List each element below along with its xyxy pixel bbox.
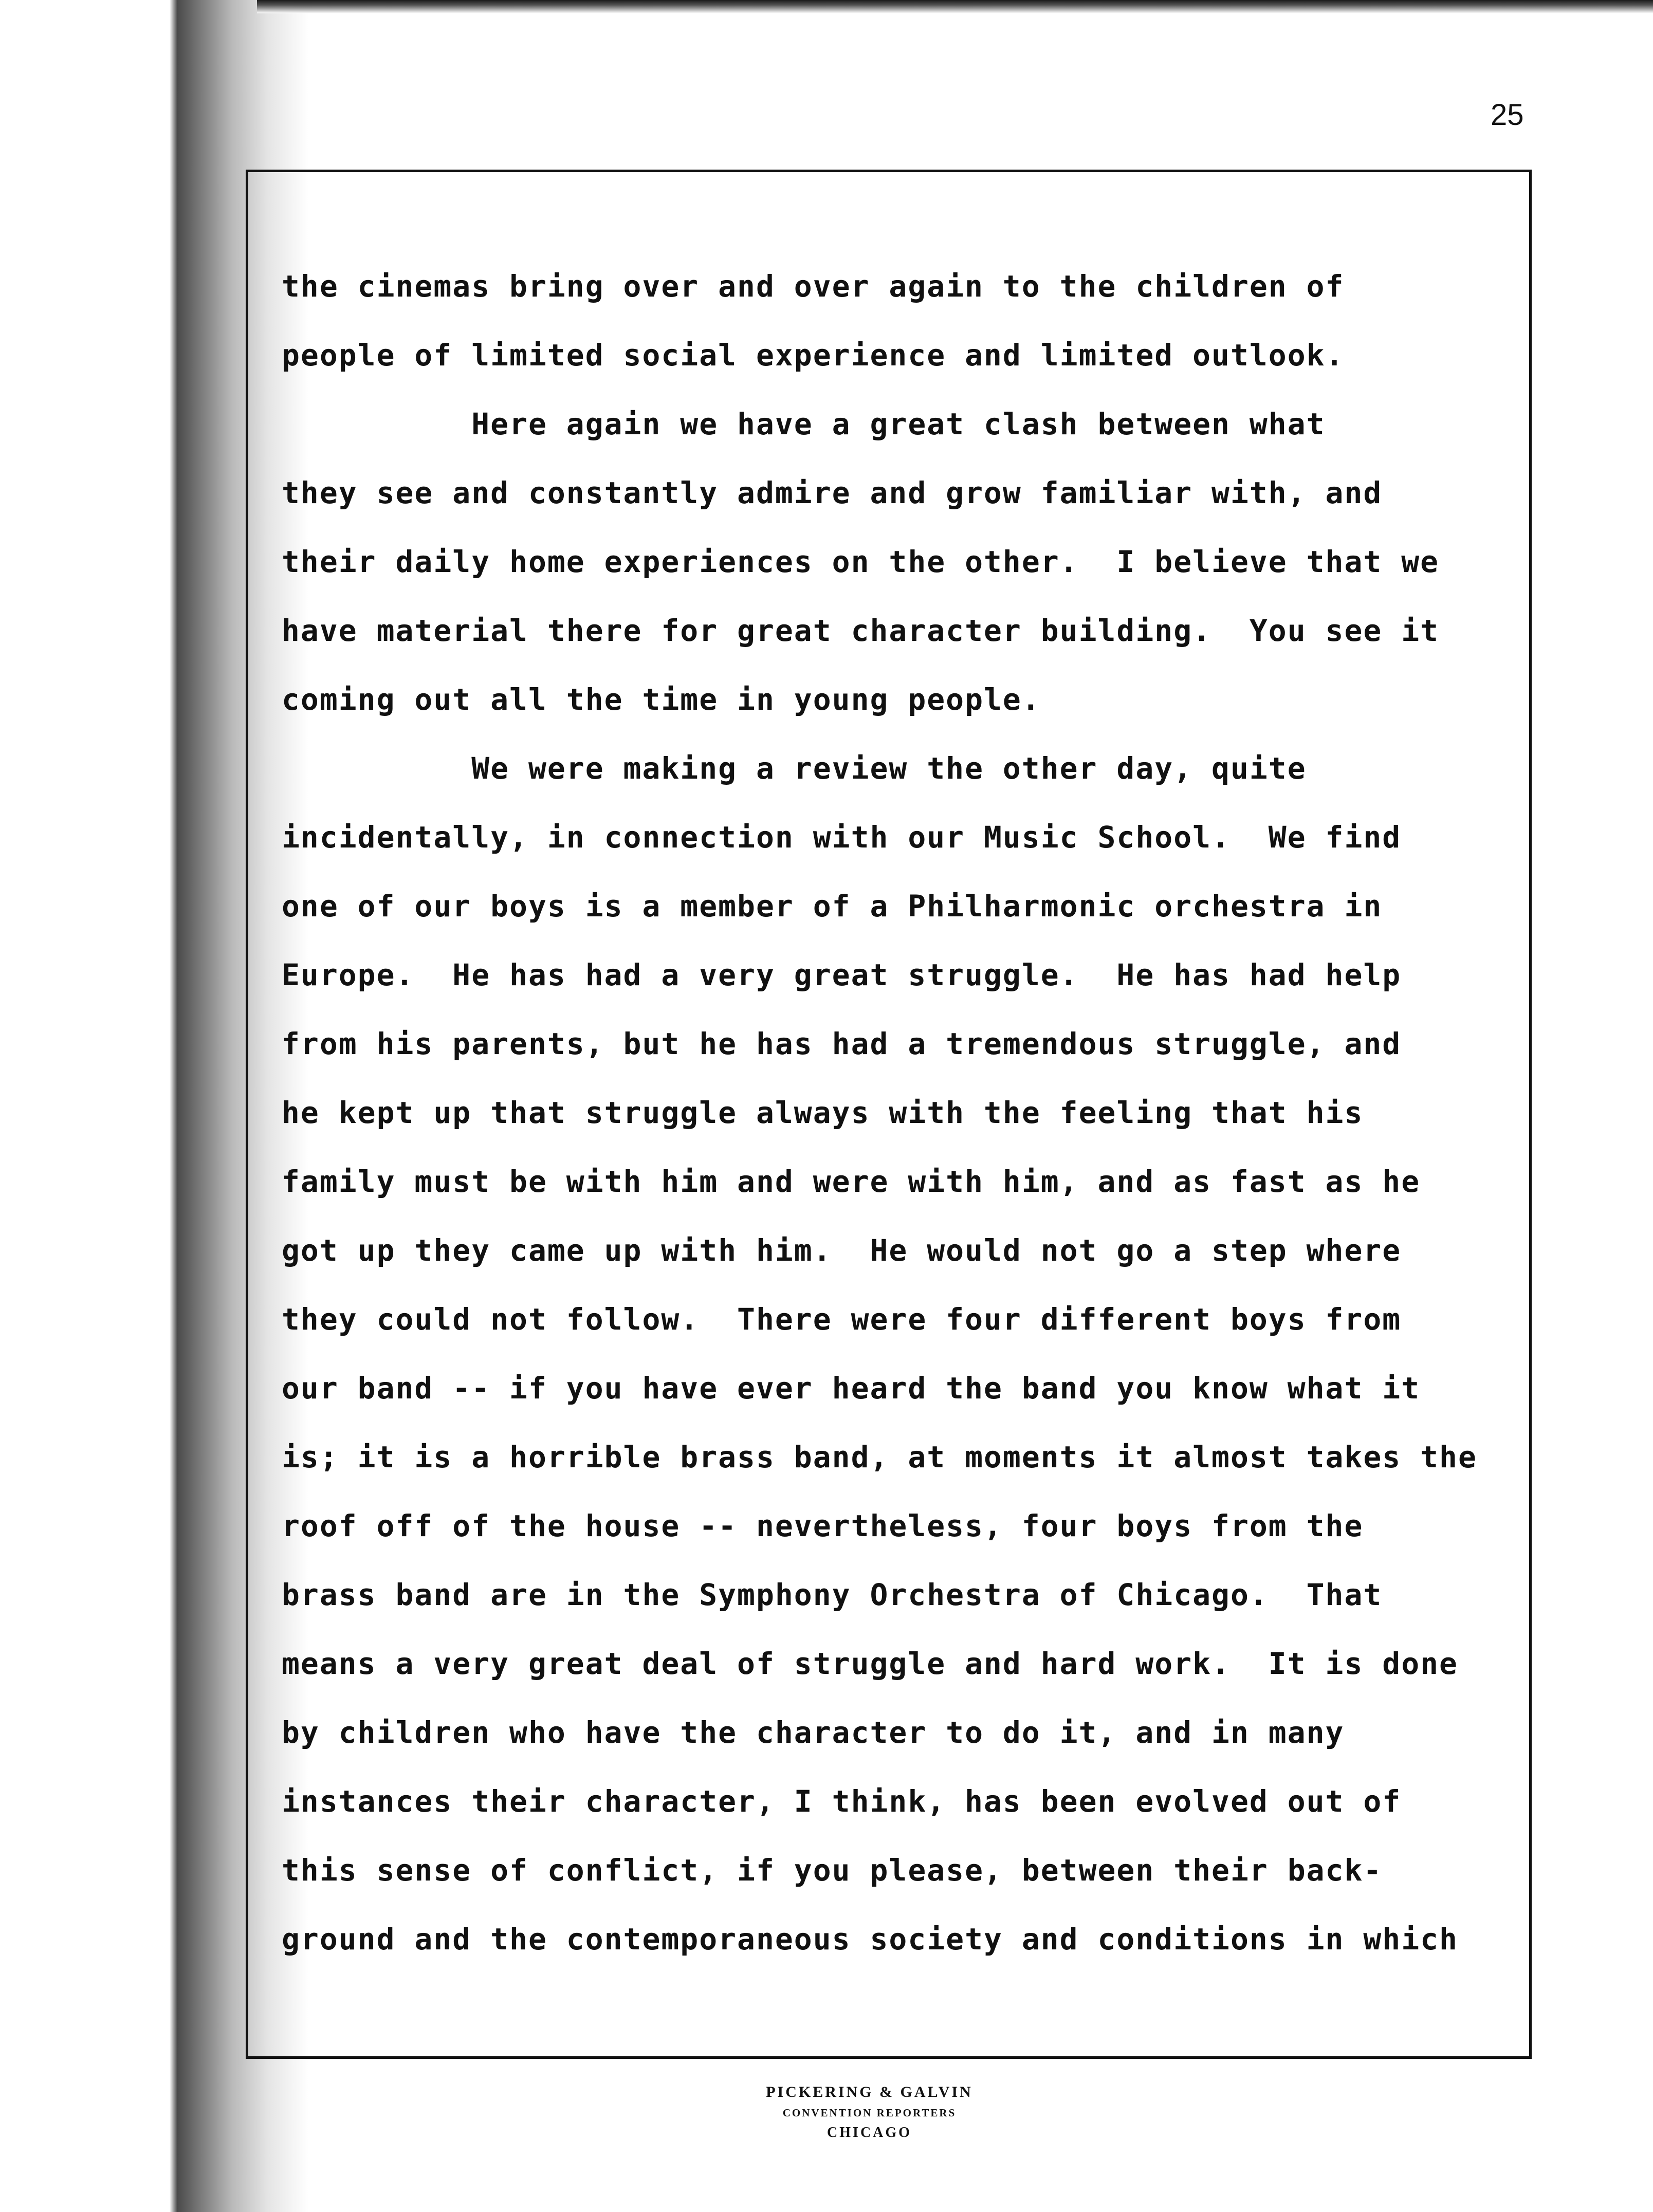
text-line: their daily home experiences on the other. I believe that we xyxy=(282,544,1440,579)
footer-city: CHICAGO xyxy=(827,2125,912,2141)
text-line: coming out all the time in young people. xyxy=(282,682,1041,717)
text-line: the cinemas bring over and over again to the children of xyxy=(282,269,1345,304)
text-line: means a very great deal of struggle and hard work. It is done xyxy=(282,1646,1458,1681)
text-line: Here again we have a great clash between what xyxy=(282,407,1326,441)
text-line: ground and the contemporaneous society and conditions in which xyxy=(282,1922,1458,1957)
text-line: family must be with him and were with him, and as fast as he xyxy=(282,1164,1421,1199)
text-line: our band -- if you have ever heard the band you know what it xyxy=(282,1371,1421,1406)
text-line: they see and constantly admire and grow familiar with, and xyxy=(282,475,1383,510)
text-line: one of our boys is a member of a Philharmonic orchestra in xyxy=(282,889,1383,924)
text-line: We were making a review the other day, quite xyxy=(282,751,1307,786)
text-line: Europe. He has had a very great struggle. He has had help xyxy=(282,957,1402,992)
scan-top-shadow xyxy=(257,0,1653,13)
text-line: they could not follow. There were four different boys from xyxy=(282,1302,1402,1337)
text-line: incidentally, in connection with our Music School. We find xyxy=(282,820,1402,855)
footer-role: CONVENTION REPORTERS xyxy=(782,2107,957,2119)
text-line: got up they came up with him. He would not go a step where xyxy=(282,1233,1402,1268)
page-number: 25 xyxy=(1491,98,1524,132)
text-line: brass band are in the Symphony Orchestra of Chicago. That xyxy=(282,1577,1383,1612)
text-line: have material there for great character building. You see it xyxy=(282,613,1440,648)
text-line: he kept up that struggle always with the feeling that his xyxy=(282,1095,1364,1130)
text-line: instances their character, I think, has been evolved out of xyxy=(282,1784,1402,1819)
transcript-body xyxy=(282,252,1521,1974)
text-line: is; it is a horrible brass band, at moments it almost takes the xyxy=(282,1440,1477,1474)
text-line: this sense of conflict, if you please, between their back- xyxy=(282,1853,1383,1888)
text-line: roof off of the house -- nevertheless, four boys from the xyxy=(282,1508,1364,1543)
text-line: from his parents, but he has had a tremendous struggle, and xyxy=(282,1026,1402,1061)
footer-firm-name: PICKERING & GALVIN xyxy=(766,2084,973,2100)
reporter-footer xyxy=(0,2080,1653,2144)
text-line: people of limited social experience and limited outlook. xyxy=(282,338,1345,373)
text-line: by children who have the character to do it, and in many xyxy=(282,1715,1345,1750)
